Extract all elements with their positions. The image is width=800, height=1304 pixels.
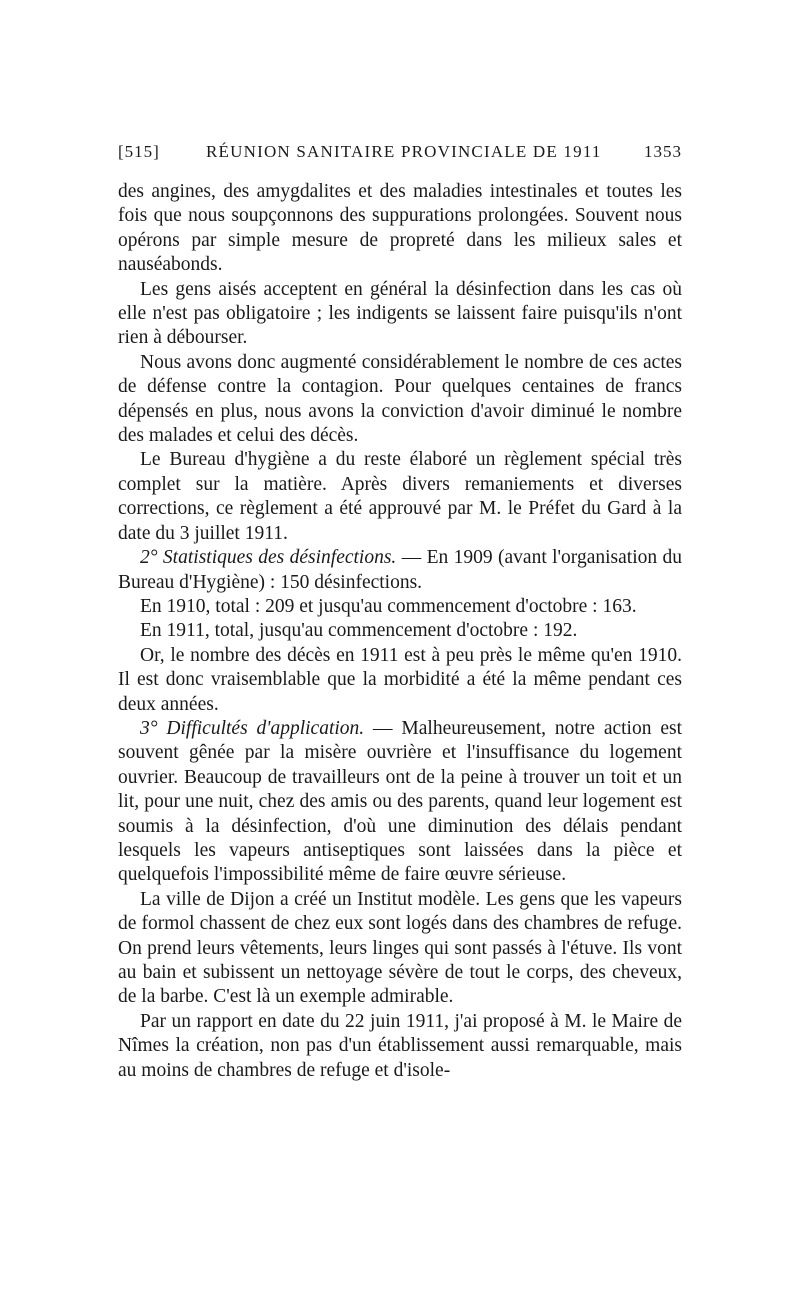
paragraph-stat-1911: En 1911, total, jusqu'au commencement d'octobre : 192. <box>140 620 578 642</box>
body-text <box>118 180 682 1083</box>
paragraph-mortality: Or, le nombre des décès en 1911 est à peu près le même qu'en 1910. Il est donc vraisemblable que la morbidité a été la même pendant ces deux années. <box>118 644 682 715</box>
section-reference: [515] <box>118 142 160 161</box>
paragraph-dijon: La ville de Dijon a créé un Institut modèle. Les gens que les vapeurs de formol chassent de chez eux sont logés dans des chambres de refuge. On prend leurs vêtements, leurs linges qui sont passés à l'étuve. Ils vont au bain et subissent un nettoyage sévère de tout le corps, des cheveux, de la barbe. C'est là un exemple admirable. <box>118 888 682 1008</box>
paragraph-stat-1910: En 1910, total : 209 et jusqu'au commencement d'octobre : 163. <box>140 595 637 617</box>
paragraph-difficulties <box>118 717 682 888</box>
paragraph-statistics <box>118 546 682 595</box>
statistics-text: — En 1909 (avant l'organisation du Bureau d'Hygiène) : 150 désinfections. <box>118 547 682 593</box>
running-title: RÉUNION SANITAIRE PROVINCIALE DE 1911 <box>206 142 602 161</box>
paragraph-regulation: Le Bureau d'hygiène a du reste élaboré un règlement spécial très complet sur la matière. Après divers remaniements et diverses corrections, ce règlement a été approuvé par M. le Préfet du Gard à la date du 3 juillet 1911. <box>118 449 682 544</box>
statistics-heading: 2° Statistiques des désinfections. <box>140 547 397 569</box>
running-head <box>118 142 682 168</box>
paragraph-increase: Nous avons donc augmenté considérablement le nombre de ces actes de défense contre la contagion. Pour quelques centaines de francs dépensés en plus, nous avons la conviction d'avoir diminué le nombre des malades et celui des décès. <box>118 351 682 447</box>
paragraph-continuation: des angines, des amygdalites et des maladies intestinales et toutes les fois que nous soupçonnons des suppurations prolongées. Souvent nous opérons par simple mesure de propreté dans les milieux sales et nauséabonds. <box>118 181 682 276</box>
difficulties-text: — Malheureusement, notre action est souvent gênée par la misère ouvrière et l'insuffisance du logement ouvrier. Beaucoup de travailleurs ont de la peine à trouver un toit et un lit, pour une nuit, chez des amis ou des parents, quand leur logement est soumis à la désinfection, d'où une diminution des délais pendant lesquels les vapeurs antiseptiques sont laissées dans la pièce et quelquefois l'impossibilité même de faire œuvre sérieuse. <box>118 717 682 886</box>
paragraph-nimes-proposal: Par un rapport en date du 22 juin 1911, j'ai proposé à M. le Maire de Nîmes la création, non pas d'un établissement aussi remarquable, mais au moins de chambres de refuge et d'isole- <box>118 1010 682 1081</box>
paragraph-disinfection-acceptance: Les gens aisés acceptent en général la désinfection dans les cas où elle n'est pas obligatoire ; les indigents se laissent faire puisqu'ils n'ont rien à débourser. <box>118 278 682 349</box>
difficulties-heading: 3° Difficultés d'application. <box>140 717 365 739</box>
page-number: 1353 <box>644 142 682 161</box>
